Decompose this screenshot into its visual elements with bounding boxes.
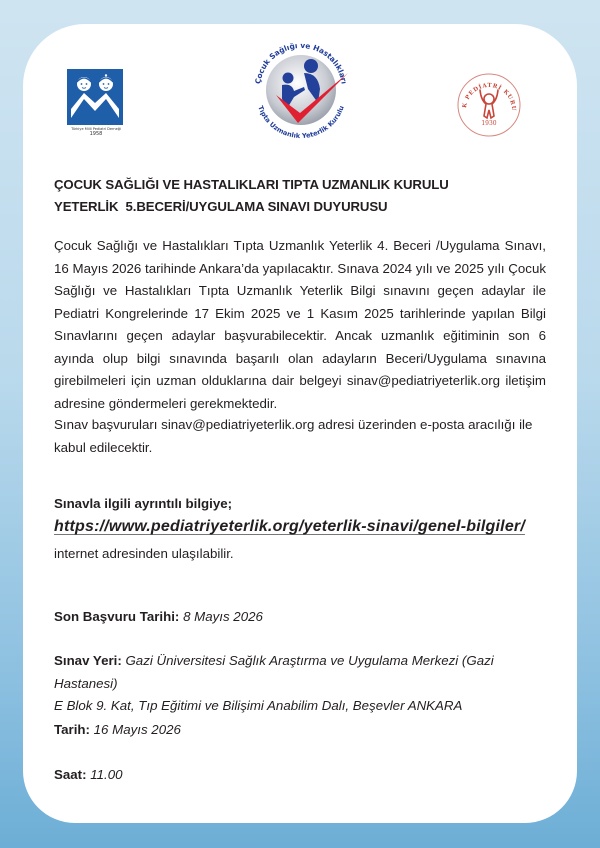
kurul-bottom-text: Tıpta Uzmanlık Yeterlik Kurulu bbox=[256, 104, 346, 141]
info-tail: internet adresinden ulaşılabilir. bbox=[54, 546, 234, 561]
tpk-ring-text: K PEDİATRİ KURU bbox=[461, 82, 517, 112]
title-line-1: ÇOCUK SAĞLIĞI VE HASTALIKLARI TIPTA UZMANLIK KURULU bbox=[54, 177, 449, 192]
tmpd-year: 1958 bbox=[89, 131, 103, 137]
tpk-logo bbox=[456, 72, 522, 138]
title-line-2: YETERLİK 5.BECERİ/UYGULAMA SINAVI DUYURUSU bbox=[54, 199, 388, 214]
info-link[interactable]: https://www.pediatriyeterlik.org/yeterlik-sinavi/genel-bilgiler/ bbox=[54, 518, 525, 535]
deadline-field bbox=[54, 606, 546, 629]
time-value: 11.00 bbox=[90, 767, 123, 782]
time-field bbox=[54, 764, 546, 787]
place-label: Sınav Yeri: bbox=[54, 653, 122, 668]
tmpd-caption: Türkiye Milli Pediatri Derneği bbox=[71, 127, 121, 131]
tpk-year: 1930 bbox=[481, 120, 497, 127]
paragraph-1: Çocuk Sağlığı ve Hastalıkları Tıpta Uzmanlık Yeterlik 4. Beceri /Uygulama Sınavı, 16 Mayıs 2026 tarihinde Ankara’da yapılacaktır. Sınava 2024 yılı ve 2025 yılı Çocuk Sağlığı ve Hastalıkları Tıpta Uzmanlık Yeterlik Bilgi sınavını geçen adaylar ile Pediatri Kongrelerinde 17 Ekim 2025 ve 1 Kasım 2025 tarihlerinde yapılan Bilgi Sınavlarını geçen adaylar başvurabilecektir. Ancak uzmanlık eğitiminin son 6 ayında olup bilgi sınavında başarılı olan adayların Beceri/Uygulama sınavına girebilmeleri için uzman olduklarına dair belgeyi sinav@pediatriyeterlik.org iletişim adresine göndermeleri gerekmektedir. bbox=[54, 238, 546, 411]
deadline-label: Son Başvuru Tarihi: bbox=[54, 609, 180, 624]
tmpd-emblem-icon bbox=[67, 69, 123, 125]
date-field bbox=[54, 719, 546, 742]
place-value-line-1: Gazi Üniversitesi Sağlık Araştırma ve Uygulama Merkezi (Gazi Hastanesi) bbox=[54, 653, 494, 691]
info-heading: Sınavla ilgili ayrıntılı bilgiye; bbox=[54, 496, 233, 511]
deadline-value: 8 Mayıs 2026 bbox=[183, 609, 263, 624]
place-field bbox=[54, 650, 546, 718]
place-value-line-2: E Blok 9. Kat, Tıp Eğitimi ve Bilişimi Anabilim Dalı, Beşevler ANKARA bbox=[54, 698, 463, 713]
announcement-title bbox=[54, 174, 546, 218]
date-label: Tarih: bbox=[54, 722, 90, 737]
date-value: 16 Mayıs 2026 bbox=[93, 722, 181, 737]
kurul-logo bbox=[238, 27, 364, 147]
paragraph-2: Sınav başvuruları sinav@pediatriyeterlik.org adresi üzerinden e-posta aracılığı ile kabul edilecektir. bbox=[54, 417, 533, 455]
tpk-child-icon bbox=[480, 90, 498, 118]
time-label: Saat: bbox=[54, 767, 87, 782]
tmpd-logo bbox=[67, 69, 125, 137]
announcement-card bbox=[23, 24, 577, 823]
kurul-top-text: Çocuk Sağlığı ve Hastalıkları bbox=[253, 40, 349, 85]
